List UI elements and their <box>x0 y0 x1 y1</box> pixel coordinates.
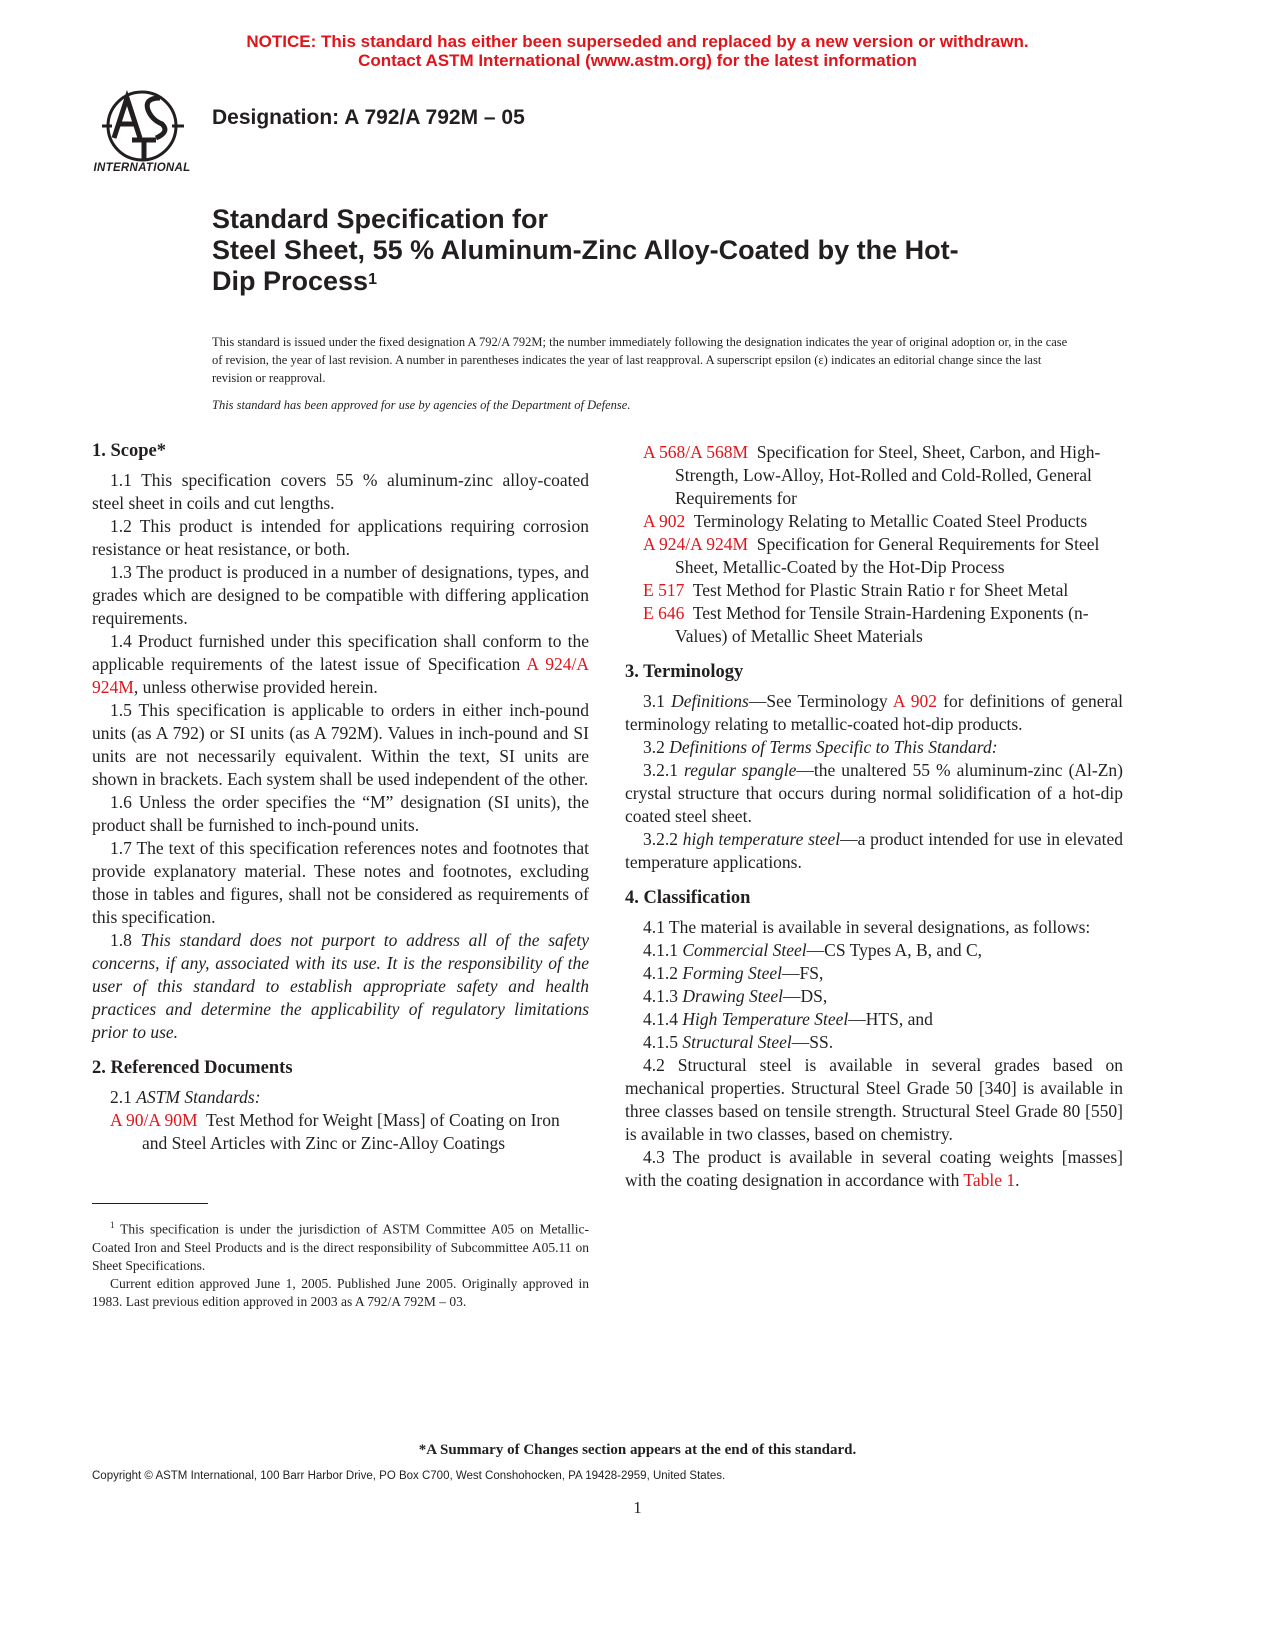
title-line-2: Steel Sheet, 55 % Aluminum-Zinc Alloy-Coated by the Hot- <box>212 235 959 265</box>
para-3-2-1-text: —the unaltered 55 % aluminum-zinc (Al-Zn) crystal structure that occurs during normal solidification of a hot-dip coated steel sheet. <box>625 760 1124 826</box>
class-item-term: Forming Steel <box>682 963 783 983</box>
para-3-2-term: Definitions of Terms Specific to This Standard: <box>669 737 998 757</box>
para-2-1-num: 2.1 <box>110 1087 137 1107</box>
class-item-text: —CS Types A, B, and C, <box>806 940 983 960</box>
link-table-1[interactable]: Table 1 <box>963 1170 1016 1190</box>
para-3-2-num: 3.2 <box>643 737 670 757</box>
para-2-1-text: ASTM Standards: <box>136 1087 261 1107</box>
footnote-2: Current edition approved June 1, 2005. Published June 2005. Originally approved in 1983. Last previous edition approved in 2003 as A 792/A 792M – 03. <box>92 1275 589 1309</box>
right-column <box>625 441 1123 1192</box>
para-1-3: 1.3 The product is produced in a number of designations, types, and grades which are designed to be compatible with differing application requirements. <box>92 562 589 628</box>
notice-line-1: NOTICE: This standard has either been superseded and replaced by a new version or withdrawn. <box>246 32 1029 51</box>
ref-code-link[interactable]: A 568/A 568M <box>643 442 749 462</box>
para-1-8 <box>92 929 589 1044</box>
para-4-2: 4.2 Structural steel is available in several grades based on mechanical properties. Structural Steel Grade 50 [340] is available in three classes based on tensile strength. Structural Steel Grade 80 [550] is available in two classes, based on chemistry. <box>625 1055 1123 1144</box>
logo-label: INTERNATIONAL <box>93 162 191 174</box>
para-3-2-1 <box>625 759 1123 828</box>
ref-code-link[interactable]: A 924/A 924M <box>643 534 749 554</box>
footnote-divider <box>92 1203 208 1204</box>
class-item-num: 4.1.4 <box>643 1009 683 1029</box>
class-item-text: —FS, <box>782 963 824 983</box>
para-1-5: 1.5 This specification is applicable to orders in either inch-pound units (as A 792) or SI units (as A 792M). Values in inch-pound and SI units are not necessarily equivalent. Within the text, SI units are shown in brackets. Each system shall be used independent of the other. <box>92 700 589 789</box>
class-item-text: —SS. <box>791 1032 834 1052</box>
section-scope-heading: 1. Scope* <box>92 441 166 461</box>
class-item <box>625 985 1123 1008</box>
designation: Designation: A 792/A 792M – 05 <box>212 106 525 129</box>
ref-item <box>643 441 1123 510</box>
page-number: 1 <box>633 1498 642 1517</box>
issuance-text: This standard is issued under the fixed designation A 792/A 792M; the number immediately following the designation indicates the year of original adoption or, in the case of revision, the year of last revision. A number in parentheses indicates the year of last reapproval. A superscript epsilon (ε) indicates an editorial change since the last revision or reapproval. <box>212 335 1068 385</box>
ref-code-link[interactable]: A 90/A 90M <box>110 1110 198 1130</box>
para-3-2-2-text: —a product intended for use in elevated temperature applications. <box>625 829 1123 872</box>
ref-code-link[interactable]: E 646 <box>643 603 685 623</box>
class-item-num: 4.1.5 <box>643 1032 683 1052</box>
summary-of-changes-note: *A Summary of Changes section appears at the end of this standard. <box>418 1442 857 1458</box>
para-3-1-term: Definitions <box>671 691 749 711</box>
para-3-1-post: for definitions of general terminology relating to metallic-coated hot-dip products. <box>625 691 1123 734</box>
para-3-1-num: 3.1 <box>643 691 672 711</box>
class-item <box>625 939 1123 962</box>
ref-code-link[interactable]: E 517 <box>643 580 685 600</box>
para-3-1-pre: —See Terminology <box>748 691 893 711</box>
title-line-3 <box>212 266 1042 297</box>
class-item-term: Structural Steel <box>682 1032 792 1052</box>
class-item-num: 4.1.1 <box>643 940 683 960</box>
class-item-term: High Temperature Steel <box>682 1009 849 1029</box>
section-classification-heading: 4. Classification <box>625 888 751 908</box>
title-line-3-text: Dip Process <box>212 266 369 296</box>
section-refdocs-heading: 2. Referenced Documents <box>92 1058 293 1078</box>
left-column <box>92 440 589 1155</box>
para-4-3-post: . <box>1015 1170 1020 1190</box>
notice-line-2: Contact ASTM International (www.astm.org) for the latest information <box>358 51 917 70</box>
ref-title: Specification for General Requirements for Steel Sheet, Metallic-Coated by the Hot-Dip Process <box>675 534 1100 577</box>
title-footnote-mark: 1 <box>368 271 377 288</box>
para-4-3-pre: 4.3 The product is available in several coating weights [masses] with the coating designation in accordance with <box>625 1147 1123 1190</box>
para-1-8-num: 1.8 <box>110 930 141 950</box>
class-item <box>625 962 1123 985</box>
ref-item <box>643 602 1123 648</box>
class-item-text: —DS, <box>783 986 828 1006</box>
para-1-1: 1.1 This specification covers 55 % aluminum-zinc alloy-coated steel sheet in coils and cut lengths. <box>92 470 589 513</box>
class-item-num: 4.1.3 <box>643 986 683 1006</box>
astm-logo-icon <box>92 86 192 162</box>
link-a902[interactable]: A 902 <box>892 691 937 711</box>
ref-item <box>643 533 1123 579</box>
para-3-1 <box>625 690 1123 736</box>
copyright: Copyright © ASTM International, 100 Barr Harbor Drive, PO Box C700, West Conshohocken, PA 19428-2959, United States. <box>92 1470 726 1482</box>
para-3-2-2-num: 3.2.2 <box>643 829 683 849</box>
para-1-4-post: , unless otherwise provided herein. <box>133 677 378 697</box>
dod-approval: This standard has been approved for use by agencies of the Department of Defense. <box>212 398 631 412</box>
para-1-2: 1.2 This product is intended for applications requiring corrosion resistance or heat resistance, or both. <box>92 516 589 559</box>
class-item-num: 4.1.2 <box>643 963 683 983</box>
para-2-1 <box>92 1086 589 1109</box>
para-1-4-pre: 1.4 Product furnished under this specification shall conform to the applicable requirements of the latest issue of Specification <box>92 631 589 674</box>
class-item-text: —HTS, and <box>848 1009 933 1029</box>
para-1-7: 1.7 The text of this specification references notes and footnotes that provide explanatory material. These notes and footnotes, excluding those in tables and figures, shall not be considered as requirements of this specification. <box>92 838 589 927</box>
ref-title: Terminology Relating to Metallic Coated Steel Products <box>693 511 1088 531</box>
ref-title: Test Method for Weight [Mass] of Coating on Iron and Steel Articles with Zinc or Zinc-Alloy Coatings <box>142 1110 560 1153</box>
title-line-1: Standard Specification for <box>212 204 549 234</box>
issuance-notice <box>212 333 1072 414</box>
astm-logo <box>92 86 192 180</box>
footnote-mark: 1 <box>110 1220 115 1230</box>
ref-code-link[interactable]: A 902 <box>643 511 686 531</box>
para-1-8-text: This standard does not purport to address all of the safety concerns, if any, associated with its use. It is the responsibility of the user of this standard to establish appropriate safety and health practices and determine the applicability of regulatory limitations prior to use. <box>92 930 590 1042</box>
ref-item <box>643 510 1123 533</box>
footnote-1-text: This specification is under the jurisdiction of ASTM Committee A05 on Metallic-Coated Iron and Steel Products and is the direct responsibility of Subcommittee A05.11 on Sheet Specifications. <box>92 1221 589 1273</box>
para-3-2 <box>625 736 1123 759</box>
para-4-3 <box>625 1146 1123 1192</box>
ref-title: Test Method for Plastic Strain Ratio r for Sheet Metal <box>692 580 1069 600</box>
ref-item <box>643 579 1123 602</box>
class-item-term: Commercial Steel <box>682 940 807 960</box>
ref-title: Specification for Steel, Sheet, Carbon, and High-Strength, Low-Alloy, Hot-Rolled and Cold-Rolled, General Requirements for <box>675 442 1101 508</box>
para-3-2-1-num: 3.2.1 <box>643 760 685 780</box>
para-3-2-1-term: regular spangle <box>684 760 797 780</box>
class-item <box>625 1008 1123 1031</box>
footnote <box>92 1216 589 1311</box>
para-1-6: 1.6 Unless the order specifies the “M” designation (SI units), the product shall be furnished to inch-pound units. <box>92 792 589 835</box>
ref-title: Test Method for Tensile Strain-Hardening Exponents (n-Values) of Metallic Sheet Materials <box>675 603 1089 646</box>
section-terminology-heading: 3. Terminology <box>625 662 744 682</box>
para-3-2-2 <box>625 828 1123 874</box>
ref-item <box>110 1109 589 1155</box>
para-3-2-2-term: high temperature steel <box>682 829 841 849</box>
footnote-1 <box>92 1216 589 1275</box>
link-a924[interactable]: A 924/A 924M <box>92 654 589 697</box>
class-item-term: Drawing Steel <box>682 986 783 1006</box>
para-4-1: 4.1 The material is available in several designations, as follows: <box>643 917 1091 937</box>
withdrawal-notice <box>0 32 1275 70</box>
document-title <box>212 204 1042 297</box>
para-1-4 <box>92 630 589 699</box>
class-item <box>625 1031 1123 1054</box>
